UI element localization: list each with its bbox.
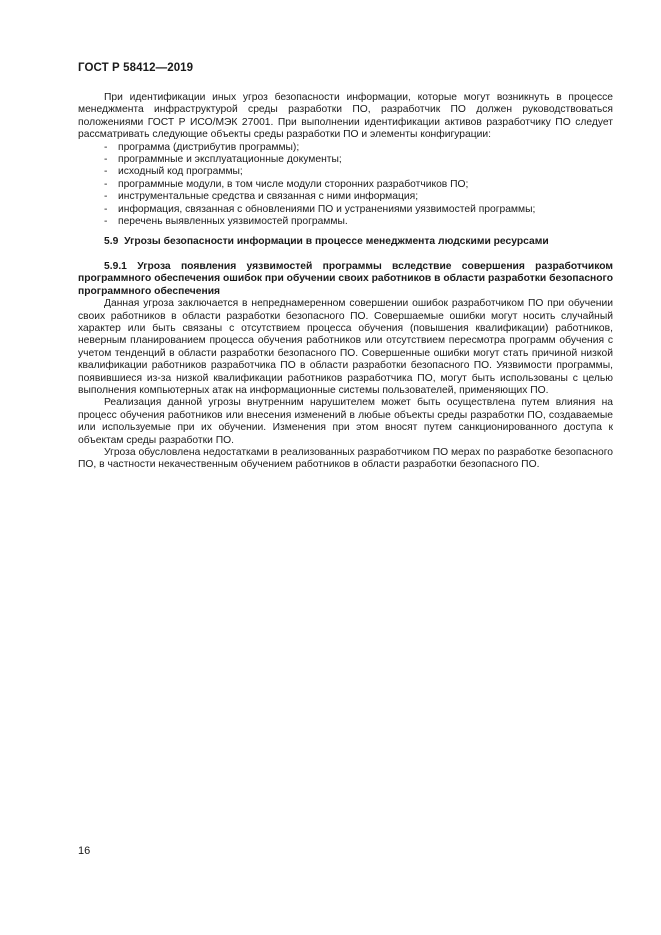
list-item-text: информация, связанная с обновлениями ПО и устранениями уязвимостей программы; — [118, 203, 536, 215]
list-item — [78, 154, 613, 166]
list-item-text: программные модули, в том числе модули сторонних разработчиков ПО; — [118, 178, 469, 190]
subsection-title: Угроза появления уязвимостей программы вследствие совершения разработчиком программного обеспечения ошибок при обучении своих работников в области разработки безопасного программного обеспечения — [78, 260, 613, 297]
list-item — [78, 216, 613, 228]
list-dash: - — [104, 154, 108, 166]
body-paragraph: Угроза обусловлена недостатками в реализованных разработчиком ПО мерах по разработке безопасного ПО, в частности некачественным обучением работников в области разработки безопасного ПО. — [78, 446, 613, 471]
list-item-text: инструментальные средства и связанная с ними информация; — [118, 191, 419, 203]
list-dash: - — [104, 191, 108, 203]
list-item-text: программа (дистрибутив программы); — [118, 141, 300, 153]
list-dash: - — [104, 178, 108, 190]
list-dash: - — [104, 203, 108, 215]
section-title: Угрозы безопасности информации в процессе менеджмента людскими ресурсами — [124, 236, 549, 248]
section-number: 5.9 — [104, 236, 119, 248]
list-item-text: программные и эксплуатационные документы; — [118, 154, 342, 166]
intro-paragraph: При идентификации иных угроз безопасности информации, которые могут возникнуть в процессе менеджмента инфраструктурой среды разработки ПО, разработчик ПО должен руководствоваться положениями ГОСТ Р ИСО/МЭК 27001. При выполнении идентификации активов разработчику ПО следует рассматривать следующие объекты среды разработки ПО и элементы конфигурации: — [78, 92, 613, 141]
subsection-heading — [78, 261, 613, 298]
list-dash: - — [104, 166, 108, 178]
list-item-text: исходный код программы; — [118, 166, 243, 178]
list-dash: - — [104, 216, 108, 228]
asset-list — [78, 142, 613, 229]
list-item — [78, 142, 613, 154]
body-paragraph: Реализация данной угрозы внутренним нарушителем может быть осуществлена путем влияния на процесс обучения работников или внесения изменений в любые объекты среды разработки ПО, создаваемые или используемые при их обучении. Изменения при этом вносят путем санкционированного доступа к объектам среды разработки ПО. — [78, 397, 613, 446]
list-item — [78, 166, 613, 178]
subsection-number: 5.9.1 — [104, 260, 127, 272]
list-item-text: перечень выявленных уязвимостей программы. — [118, 216, 348, 228]
document-header: ГОСТ Р 58412—2019 — [78, 62, 194, 74]
list-item — [78, 204, 613, 216]
page-number: 16 — [78, 845, 91, 857]
section-heading — [78, 236, 613, 248]
document-body — [78, 92, 613, 472]
list-item — [78, 179, 613, 191]
list-item — [78, 191, 613, 203]
body-paragraph: Данная угроза заключается в непреднамеренном совершении ошибок разработчиком ПО при обучении своих работников в области разработки безопасного ПО. Совершаемые ошибки могут носить случайный характер или быть связаны с отсутствием процесса обучения (повышения квалификации) работников, неверным планированием процесса обучения работников или отсутствием пересмотра программ обучения с учетом тенденций в области разработки безопасного ПО. Совершенные ошибки могут стать причиной низкой квалификации работников разработчика ПО в области разработки безопасного ПО. Уязвимости программы, появившиеся из-за низкой квалификации работников разработчика ПО, могут быть использованы с целью выполнения компьютерных атак на информационные системы пользователей, применяющих ПО. — [78, 298, 613, 396]
list-dash: - — [104, 141, 108, 153]
